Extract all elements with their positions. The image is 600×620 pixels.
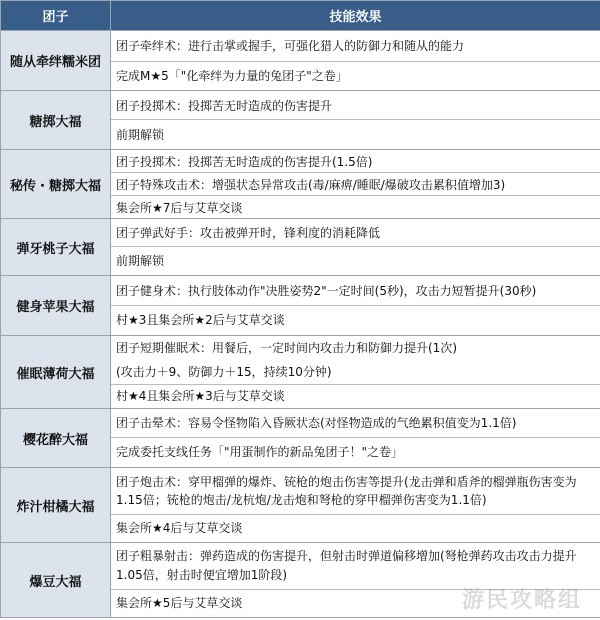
skill-line: (攻击力＋9、防御力＋15，持续10分钟) [111, 361, 600, 385]
skill-cell [111, 336, 600, 409]
unlock-line: 前期解锁 [116, 254, 165, 268]
skill-line: 团子投掷术：投掷苦无时造成的伤害提升(1.5倍) [111, 150, 600, 173]
skill-cell [111, 31, 600, 91]
dango-name: 弹牙桃子大福 [1, 219, 111, 276]
skill-line: 团子短期催眠术：用餐后，一定时间内攻击力和防御力提升(1次) [116, 341, 458, 355]
skill-cell [111, 150, 600, 219]
unlock-line: 前期解锁 [116, 128, 165, 142]
skill-cell [111, 219, 600, 276]
dango-name: 炸汁柑橘大福 [1, 468, 111, 543]
skill-line: 团子击晕术：容易令怪物陷入昏厥状态(对怪物造成的气绝累积值变为1.1倍) [111, 409, 600, 438]
watermark-logo: 游民攻略组 [461, 588, 582, 613]
skill-cell [111, 468, 600, 543]
dango-name: 催眠薄荷大福 [1, 336, 111, 409]
skill-line: 团子粗暴射击：弹药造成的伤害提升，但射击时弹道偏移增加(弩枪弹药攻击攻击力提升1.05倍，射击时便宜增加1阶段) [111, 543, 600, 590]
unlock-line: 完成M★5「"化牵绊为力量的兔团子"之卷」 [116, 69, 348, 83]
unlock-line: 集会所★5后与艾草交谈 [116, 596, 243, 610]
dango-name: 爆豆大福 [1, 543, 111, 618]
table-row [1, 468, 600, 543]
header-skill-effect: 技能效果 [111, 1, 600, 31]
table-header-row [1, 1, 600, 31]
header-dango: 团子 [1, 1, 111, 31]
dango-name: 秘传・糖掷大福 [1, 150, 111, 219]
dango-name: 樱花醉大福 [1, 409, 111, 468]
skill-cell [111, 409, 600, 468]
skill-line: 团子牵绊术：进行击掌或握手，可强化猎人的防御力和随从的能力 [111, 31, 600, 62]
table-row [1, 336, 600, 409]
skill-line: 团子弹武好手：攻击被弹开时，锋利度的消耗降低 [111, 219, 600, 247]
table-row [1, 91, 600, 150]
table-row [1, 219, 600, 276]
skill-line: 团子健身术：执行肢体动作"决胜姿势2"一定时间(5秒)，攻击力短暂提升(30秒) [111, 276, 600, 306]
skill-line: 团子投掷术：投掷苦无时造成的伤害提升 [111, 91, 600, 120]
dango-name: 随从牵绊糯米团 [1, 31, 111, 91]
table-row [1, 150, 600, 219]
table-row [1, 409, 600, 468]
unlock-line: 集会所★4后与艾草交谈 [116, 521, 243, 535]
dango-name: 糖掷大福 [1, 91, 111, 150]
unlock-line: 村★3且集会所★2后与艾草交谈 [116, 313, 285, 327]
skill-cell [111, 91, 600, 150]
table-row [1, 31, 600, 91]
unlock-line: 完成委托支线任务「"用蛋制作的新品兔团子！"之卷」 [116, 445, 404, 459]
unlock-line: 村★4且集会所★3后与艾草交谈 [116, 389, 285, 403]
skill-cell [111, 276, 600, 336]
unlock-line: 集会所★7后与艾草交谈 [116, 201, 243, 215]
table-row [1, 276, 600, 336]
skill-line: 团子炮击术：穿甲榴弹的爆炸、铳枪的炮击伤害等提升(龙击弹和盾斧的榴弹瓶伤害变为1.15倍；铳枪的炮击/龙杭炮/龙击炮和弩枪的穿甲榴弹伤害变为1.1倍) [111, 468, 600, 515]
skill-line: 团子特殊攻击术：增强状态异常攻击(毒/麻痹/睡眠/爆破攻击累积值增加3) [111, 173, 600, 196]
dango-name: 健身苹果大福 [1, 276, 111, 336]
